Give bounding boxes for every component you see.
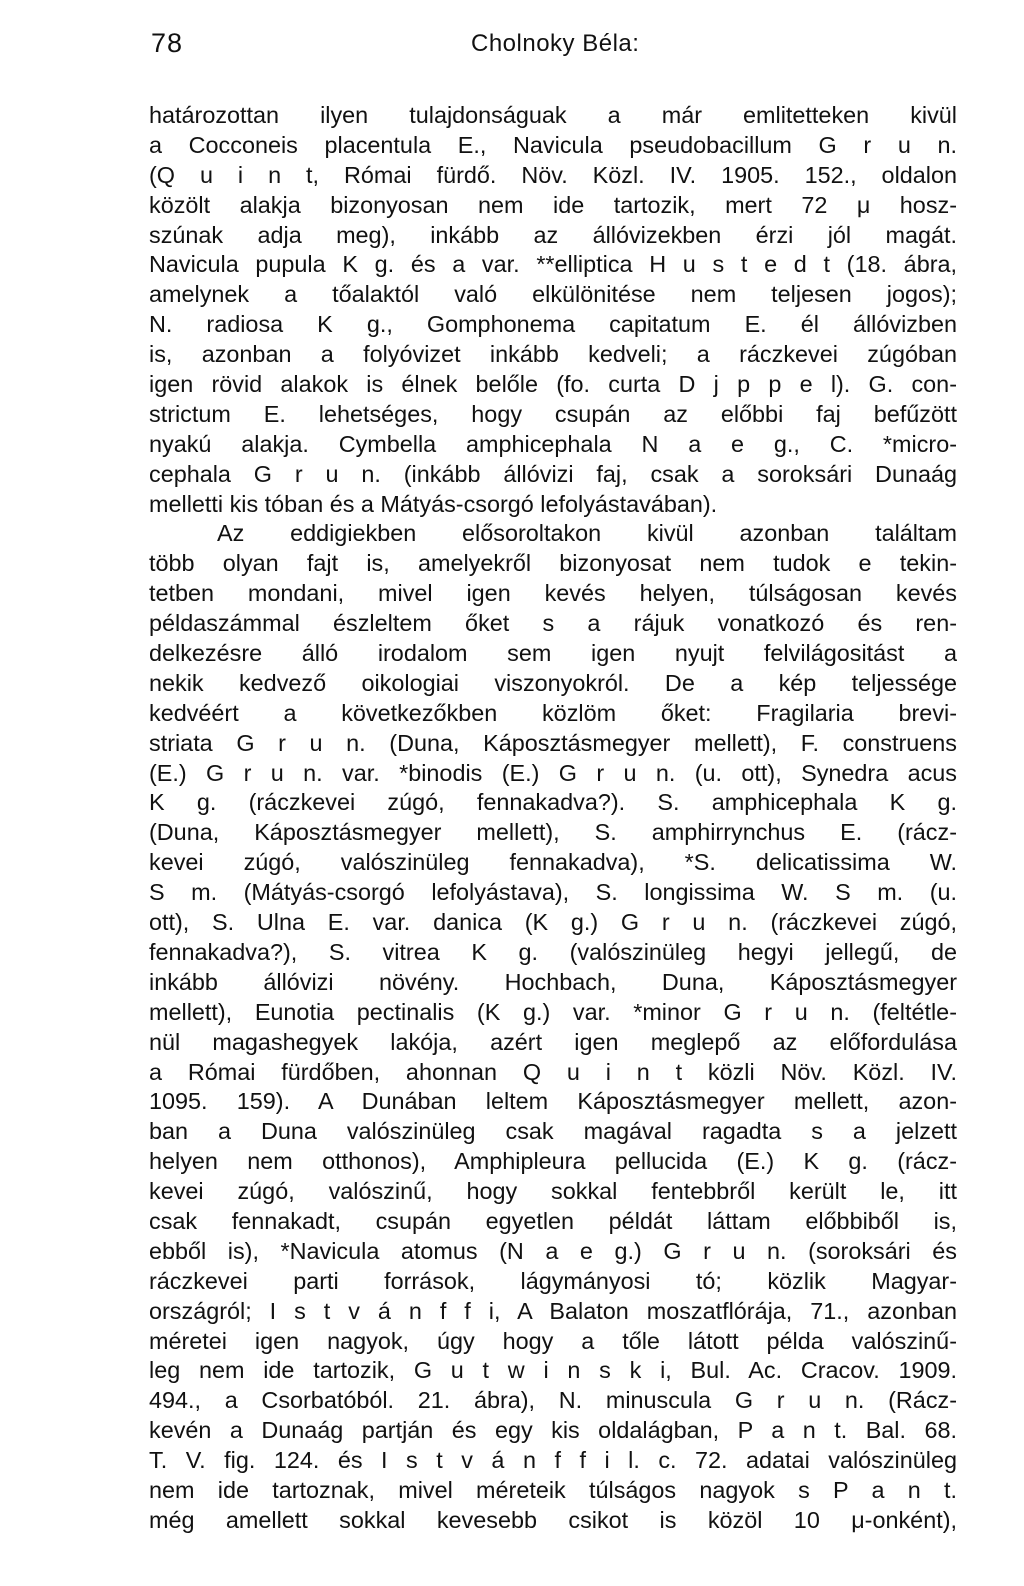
text-line: (Duna, Káposztásmegyer mellett), S. amphirrynchus E. (rácz- [149, 819, 957, 846]
text-line: közölt alakja bizonyosan nem ide tartozik, mert 72 μ hosz- [149, 191, 957, 218]
text-line: határozottan ilyen tulajdonságuak a már emlitetteken kivül [149, 102, 957, 128]
text-line: a Cocconeis placentula E., Navicula pseudobacillum G r u n. [149, 131, 957, 158]
text-line: a Római fürdőben, ahonnan Q u i n t közli Növ. Közl. IV. [149, 1058, 957, 1085]
text-line: leg nem ide tartozik, G u t w i n s k i, Bul. Ac. Cracov. 1909. [149, 1357, 957, 1384]
text-line: 1095. 159). A Dunában leltem Káposztásmegyer mellett, azon- [149, 1088, 957, 1115]
paragraph-first-line: Az eddigiekben elősoroltakon kivül azonban találtam [217, 520, 957, 547]
text-line: szúnak adja meg), inkább az állóvizekben érzi jól magát. [149, 221, 957, 248]
text-line: S m. (Mátyás-csorgó lefolyástava), S. longissima W. S m. (u. [149, 879, 957, 906]
body-text [149, 101, 957, 1536]
text-line: amelynek a tőalaktól való elkülönitése nem teljesen jogos); [149, 281, 957, 308]
text-line: inkább állóvizi növény. Hochbach, Duna, Káposztásmegyer [149, 968, 957, 995]
text-line: kedvéért a következőkben közlöm őket: Fragilaria brevi- [149, 699, 957, 726]
text-line: még amellett sokkal kevesebb csikot is közöl 10 μ-onként), [149, 1506, 957, 1533]
text-line: kevei zúgó, valószinüleg fennakadva), *S. delicatissima W. [149, 849, 957, 876]
text-line: N. radiosa K g., Gomphonema capitatum E. él állóvizben [149, 311, 957, 338]
text-line: kevei zúgó, valószinű, hogy sokkal fentebbről került le, itt [149, 1178, 957, 1205]
text-line: több olyan fajt is, amelyekről bizonyosat nem tudok e tekin- [149, 550, 957, 577]
text-line: példaszámmal észleltem őket s a rájuk vonatkozó és ren- [149, 610, 957, 637]
running-head: Cholnoky Béla: [471, 30, 640, 57]
text-line: méretei igen nagyok, úgy hogy a tőle látott példa valószinű- [149, 1327, 957, 1354]
text-line: tetben mondani, mivel igen kevés helyen, túlságosan kevés [149, 580, 957, 607]
text-line: (E.) G r u n. var. *binodis (E.) G r u n. (u. ott), Synedra acus [149, 759, 957, 786]
text-line: 494., a Csorbatóból. 21. ábra), N. minuscula G r u n. (Rácz- [149, 1387, 957, 1414]
text-line: nekik kedvező oikologiai viszonyokról. De a kép teljessége [149, 669, 957, 696]
text-line: igen rövid alakok is élnek belőle (fo. curta D j p p e l). G. con- [149, 371, 957, 398]
page-number: 78 [151, 28, 184, 58]
text-line: helyen nem otthonos), Amphipleura pellucida (E.) K g. (rácz- [149, 1148, 957, 1175]
text-line: delkezésre álló irodalom sem igen nyujt felvilágositást a [149, 640, 957, 667]
text-line: nül magashegyek lakója, azért igen meglepő az előfordulása [149, 1028, 957, 1055]
text-line: strictum E. lehetséges, hogy csupán az előbbi faj befűzött [149, 400, 957, 427]
text-line: nyakú alakja. Cymbella amphicephala N a e g., C. *micro- [149, 430, 957, 457]
text-line: nem ide tartoznak, mivel méreteik túlságos nagyok s P a n t. [149, 1476, 957, 1503]
text-line: fennakadva?), S. vitrea K g. (valószinüleg hegyi jellegű, de [149, 938, 957, 965]
text-line: melletti kis tóban és a Mátyás-csorgó lefolyástavában). [149, 490, 718, 517]
text-line: országról; I s t v á n f f i, A Balaton moszatflórája, 71., azonban [149, 1297, 957, 1324]
text-line: cephala G r u n. (inkább állóvizi faj, csak a soroksári Dunaág [149, 460, 957, 487]
text-line: ráczkevei parti források, lágymányosi tó; közlik Magyar- [149, 1267, 957, 1294]
text-line: ebből is), *Navicula atomus (N a e g.) G r u n. (soroksári és [149, 1237, 957, 1264]
text-line: T. V. fig. 124. és I s t v á n f f i l. c. 72. adatai valószinüleg [149, 1447, 957, 1474]
text-line: Navicula pupula K g. és a var. **elliptica H u s t e d t (18. ábra, [149, 251, 957, 278]
text-line: kevén a Dunaág partján és egy kis oldalágban, P a n t. Bal. 68. [149, 1417, 957, 1444]
text-line: ban a Duna valószinüleg csak magával ragadta s a jelzett [149, 1118, 957, 1145]
text-line: K g. (ráczkevei zúgó, fennakadva?). S. amphicephala K g. [149, 789, 957, 816]
text-line: (Q u i n t, Római fürdő. Növ. Közl. IV. 1905. 152., oldalon [149, 161, 957, 188]
text-line: mellett), Eunotia pectinalis (K g.) var. *minor G r u n. (feltétle- [149, 998, 957, 1025]
text-line: striata G r u n. (Duna, Káposztásmegyer mellett), F. construens [149, 729, 957, 756]
text-line: csak fennakadt, csupán egyetlen példát láttam előbbiből is, [149, 1207, 957, 1234]
text-line: ott), S. Ulna E. var. danica (K g.) G r u n. (ráczkevei zúgó, [149, 909, 957, 936]
text-line: is, azonban a folyóvizet inkább kedveli; a ráczkevei zúgóban [149, 341, 957, 368]
